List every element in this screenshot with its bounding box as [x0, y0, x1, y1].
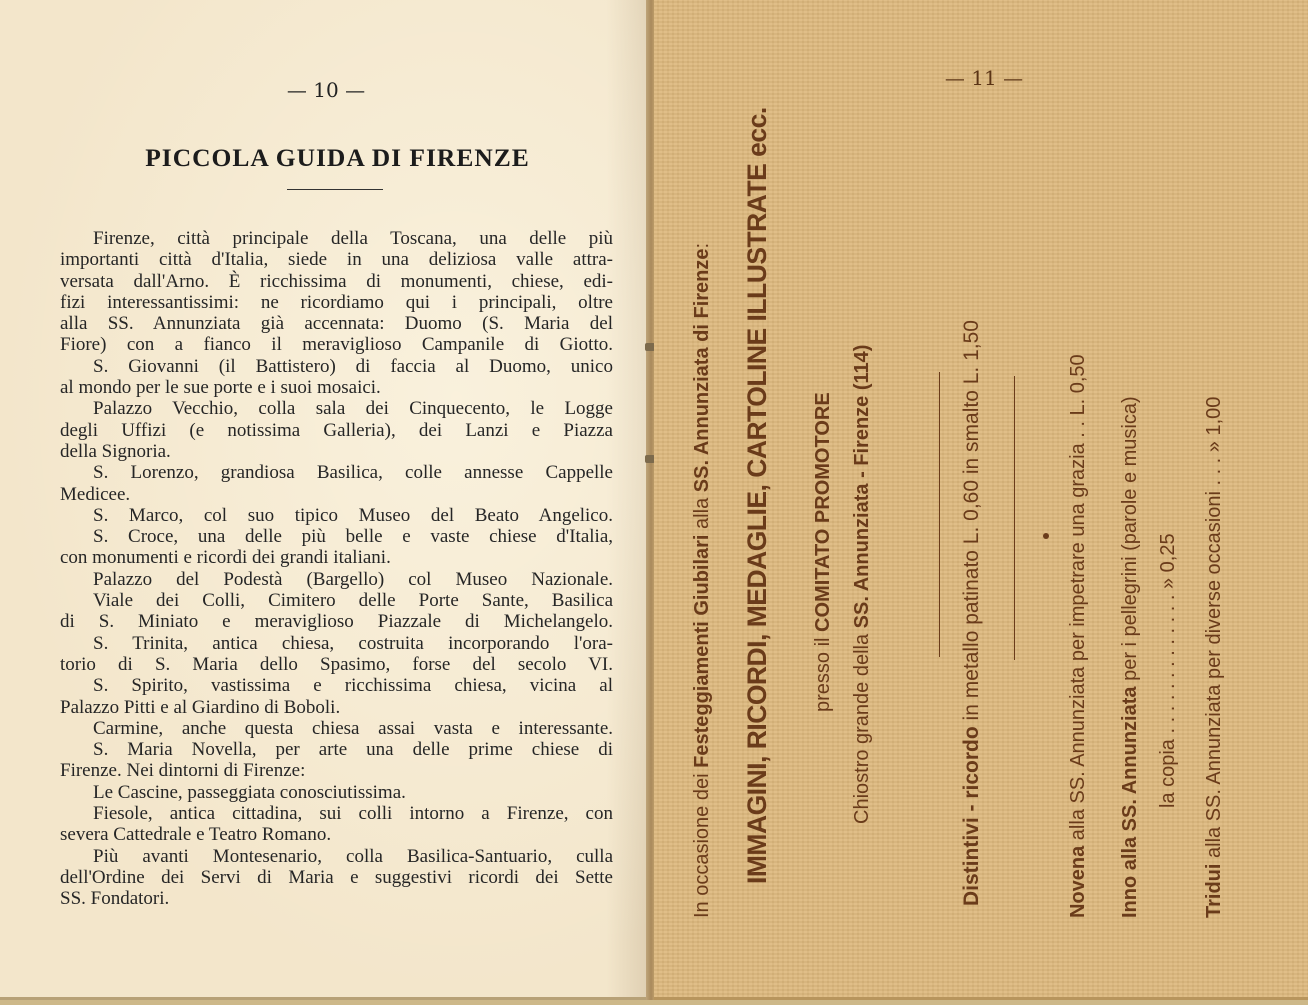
text-line: S. Spirito, vastissima e ricchissima chiesa, vicina al [93, 675, 613, 697]
page-number-left: — 10 — [286, 78, 366, 102]
text-line: importanti città d'Italia, siede in una deliziosa valle attra- [60, 249, 613, 271]
text-line: Firenze, città principale della Toscana, una delle più [93, 228, 613, 249]
text-line: Viale dei Colli, Cimitero delle Porte Sante, Basilica [93, 590, 613, 612]
text-line: versata dall'Arno. È ricchissima di monumenti, chiese, edi- [60, 270, 613, 292]
page-number-right: — 11 — [944, 66, 1024, 90]
text-line: degli Uffizi (e notissima Galleria), dei Lanzi e Piazza [60, 419, 613, 441]
text-line: Firenze. Nei dintorni di Firenze: [60, 760, 306, 782]
text-line: Medicee. [60, 483, 131, 505]
text-line: S. Croce, una delle più belle e vaste chiese d'Italia, [93, 526, 613, 548]
title-divider [287, 189, 383, 190]
inno-line: Inno alla SS. Annunziata per i pellegrini (parole e musica) [1119, 396, 1141, 918]
text-line: Più avanti Montesenario, colla Basilica-Santuario, culla [93, 845, 613, 867]
intro-line: In occasione dei Festeggiamenti Giubilari alla SS. Annunziata di Firenze: [691, 242, 713, 918]
copia-line: la copia . . . . . . . . . . . . . » 0,25 [1157, 533, 1179, 808]
divider-rule [939, 372, 940, 657]
text-line: Palazzo del Podestà (Bargello) col Museo Nazionale. [93, 568, 613, 590]
left-page [0, 0, 652, 1000]
divider-rule [1014, 376, 1015, 660]
text-line: S. Giovanni (il Battistero) di faccia al Duomo, unico [93, 355, 613, 377]
text-line: torio di S. Maria dello Spasimo, forse del secolo VI. [60, 653, 613, 675]
text-line: Fiesole, antica cittadina, sui colli intorno a Firenze, con [93, 803, 613, 825]
text-line: al mondo per le sue porte e i suoi mosaici. [60, 377, 381, 399]
text-line: con monumenti e ricordi dei grandi italiani. [60, 547, 391, 569]
guide-text [60, 228, 613, 910]
page-title: PICCOLA GUIDA DI FIRENZE [145, 143, 530, 172]
text-line: fizi interessantissimi: ne ricordiamo qui i principali, oltre [60, 291, 613, 313]
text-line: Palazzo Pitti e al Giardino di Boboli. [60, 696, 341, 718]
text-line: SS. Fondatori. [60, 888, 170, 910]
text-line: S. Lorenzo, grandiosa Basilica, colle annesse Cappelle [93, 462, 613, 484]
headline: IMMAGINI, RICORDI, MEDAGLIE, CARTOLINE ILLUSTRATE ecc. [742, 107, 772, 884]
text-line: dell'Ordine dei Servi di Maria e suggestivi ricordi dei Sette [60, 866, 613, 888]
tridui-line: Tridui alla SS. Annunziata per diverse occasioni . . . » 1,00 [1203, 396, 1225, 918]
text-line: Fiore) con a fianco il meraviglioso Campanile di Giotto. [60, 334, 613, 356]
right-page [654, 0, 1308, 1000]
text-line: S. Marco, col suo tipico Museo del Beato Angelico. [93, 504, 613, 526]
text-line: S. Maria Novella, per arte una delle prime chiese di [93, 739, 613, 761]
novena-line: Novena alla SS. Annunziata per impetrare una grazia . . L. 0,50 [1067, 354, 1089, 918]
text-line: alla SS. Annunziata già accennata: Duomo (S. Maria del [60, 313, 613, 335]
presso-line: presso il COMITATO PROMOTORE [812, 392, 834, 712]
text-line: severa Cattedrale e Teatro Romano. [60, 824, 332, 846]
address-line: Chiostro grande della SS. Annunziata - Firenze (114) [851, 344, 873, 824]
text-line: della Signoria. [60, 440, 171, 462]
text-line: di S. Miniato e meraviglioso Piazzale di Michelangelo. [60, 611, 613, 633]
text-line: Palazzo Vecchio, colla sala dei Cinquecento, le Logge [93, 398, 613, 420]
text-line: Le Cascine, passeggiata conosciutissima. [93, 781, 406, 803]
text-line: Carmine, anche questa chiesa assai vasta e interessante. [93, 717, 613, 739]
text-line: S. Trinita, antica chiesa, costruita incorporando l'ora- [93, 632, 613, 654]
distintivi-line: Distintivi - ricordo in metallo patinato L. 0,60 in smalto L. 1,50 [960, 320, 983, 906]
bullet-dot [1043, 533, 1049, 539]
